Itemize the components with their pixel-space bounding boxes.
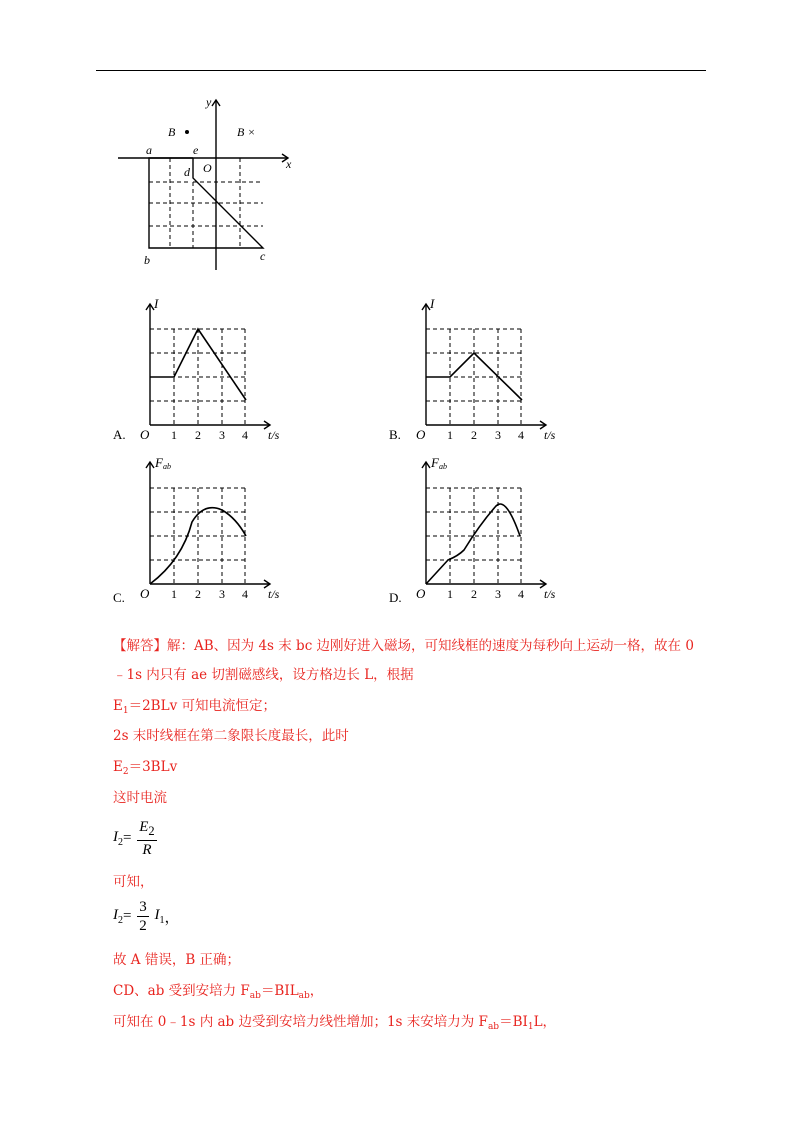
option-b-label: B. [389, 427, 401, 442]
solution-tag: 【解答】 [113, 638, 167, 654]
option-d-y-label: Fab [431, 455, 447, 471]
axis-x-label: x [286, 157, 292, 171]
option-c-y-label: Fab [155, 455, 171, 471]
field-label-right: B × [237, 125, 256, 139]
origin-label: O [203, 161, 212, 175]
field-label-left: B [168, 125, 176, 139]
equation-i2-e2-over-r: $I_2=$ $\frac{E_2}{R}$ [113, 819, 155, 858]
option-a-tick-4: 4 [242, 428, 248, 442]
solution-line-6: 这时电流 [113, 790, 167, 806]
option-b-tick-4: 4 [518, 428, 524, 442]
option-b-graph [386, 292, 586, 452]
option-a-t-label: t/s [268, 428, 280, 442]
option-b-t-label: t/s [544, 428, 556, 442]
option-a-tick-3: 3 [219, 428, 225, 442]
option-c-t-label: t/s [268, 587, 280, 601]
option-b-tick-3: 3 [495, 428, 501, 442]
solution-line-9: CD、ab 受到安培力 $F_{ab}=BIL_{ab}$， [113, 983, 324, 1001]
point-b: b [144, 253, 150, 267]
point-d: d [184, 165, 190, 179]
option-b-origin: O [416, 427, 426, 442]
solution-line-1-text: 解：AB、因为 4s 末 bc 边刚好进入磁场，可知线框的速度为每秒向上运动一格，故在 0 [167, 638, 694, 654]
option-b-y-label: I [430, 296, 435, 311]
field-dot [185, 130, 189, 134]
option-d-tick-1: 1 [447, 587, 453, 601]
option-c-graph [110, 452, 310, 612]
option-d-t-label: t/s [544, 587, 556, 601]
solution-line-10: 可知在 0﹣1s 内 ab 边受到安培力线性增加；1s 末安培力为 $F_{ab}=BI_1L$， [113, 1014, 557, 1032]
solution-line-3: $E_1=2BLv$ 可知电流恒定； [113, 698, 276, 716]
option-b-tick-1: 1 [447, 428, 453, 442]
option-a-tick-2: 2 [195, 428, 201, 442]
option-d-origin: O [416, 586, 426, 601]
option-c-tick-3: 3 [219, 587, 225, 601]
point-a: a [146, 143, 152, 157]
option-d-label: D. [389, 590, 402, 605]
option-a-origin: O [140, 427, 150, 442]
option-a-y-label: I [154, 296, 159, 311]
solution-line-5: $E_2=3BLv$ [113, 759, 178, 777]
option-d-tick-4: 4 [518, 587, 524, 601]
axis-y-label: y [206, 95, 212, 109]
option-a-label: A. [113, 427, 126, 442]
option-d-tick-3: 3 [495, 587, 501, 601]
field-diagram [100, 90, 310, 275]
option-a-graph [110, 292, 310, 452]
option-c-tick-2: 2 [195, 587, 201, 601]
option-d-tick-2: 2 [471, 587, 477, 601]
solution-line-2: ﹣1s 内只有 ae 切割磁感线，设方格边长 L，根据 [113, 667, 414, 683]
option-c-origin: O [140, 586, 150, 601]
option-c-tick-4: 4 [242, 587, 248, 601]
header-rule [96, 70, 706, 71]
point-e: e [193, 143, 199, 157]
option-b-tick-2: 2 [471, 428, 477, 442]
option-a-tick-1: 1 [171, 428, 177, 442]
solution-line-8: 故 A 错误，B 正确； [113, 952, 241, 968]
option-d-curve [426, 504, 520, 584]
option-d-graph [386, 452, 586, 612]
solution-line-1 [113, 636, 694, 656]
option-c-label: C. [113, 590, 125, 605]
equation-i2-three-halves-i1: $I_2=$ $\frac{3}{2}$ $I_1$， [113, 899, 180, 934]
solution-line-4: 2s 末时线框在第二象限长度最长，此时 [113, 728, 349, 744]
solution-line-7: 可知， [113, 874, 154, 890]
option-c-tick-1: 1 [171, 587, 177, 601]
point-c: c [260, 249, 266, 263]
